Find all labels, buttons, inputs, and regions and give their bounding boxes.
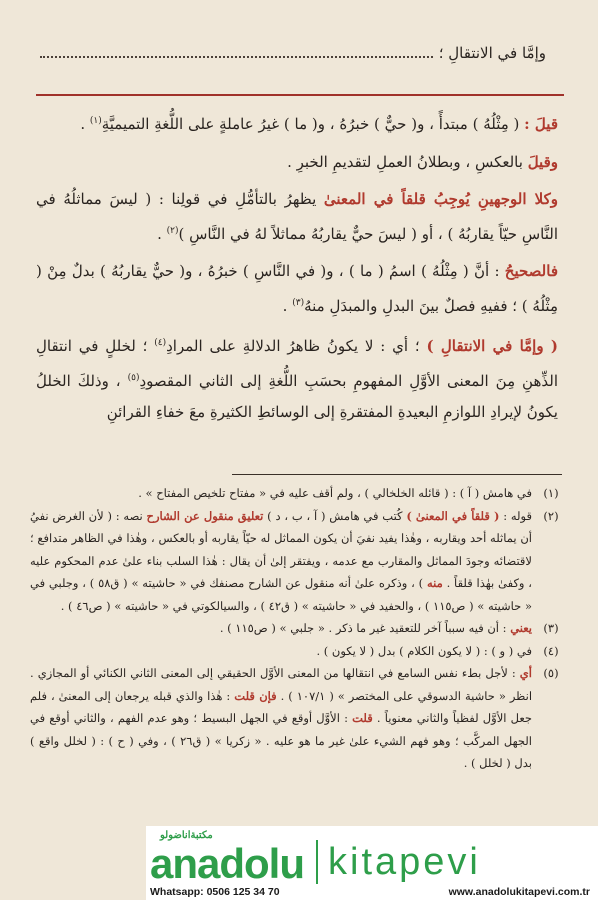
footnote: [30, 482, 562, 505]
footnote-highlight: فإن قلت: [234, 688, 277, 703]
footnote-highlight: ( قلقاً في المعنىٰ ): [406, 508, 500, 523]
header-title: وإمَّا في الانتقالِ ؛: [438, 44, 546, 62]
publisher-logo: [150, 830, 590, 888]
footnote-highlight: منه: [426, 576, 443, 590]
paragraph-1-text: ( مِثْلُهُ ) مبتدأً ، و( حيٌّ ) خبرُهُ ، و( ما ) غيرُ عاملةٍ على اللُّغةِ التميميَّةِ: [101, 115, 525, 133]
paragraph-2-lead: وقيلَ: [527, 152, 558, 171]
footnote-highlight: قلت: [352, 711, 373, 725]
footnote-number: (١): [543, 486, 559, 500]
footnote-highlight: أي: [519, 666, 532, 680]
paragraph-3-tail: .: [157, 224, 167, 243]
paragraph-5-text-2: ؛ لخللٍ في انتقالِ الذِّهنِ مِنَ المعنى الأوَّلِ المفهومِ بحسَبِ اللُّغةِ إلى الثاني المقصودِ: [36, 337, 558, 390]
paragraph-4-tail: .: [282, 296, 293, 315]
paragraph-2: [36, 147, 558, 179]
paragraph-3-text: يظهرُ بالتأمُّلِ في قولِنا : ( ليسَ مماثلُهُ في النَّاسِ حيّاً يقاربُهُ ) ، أو ( ليسَ حيٌّ يقاربُهُ مماثلاً لهُ في النَّاسِ ): [36, 190, 558, 243]
paragraph-5-text-3: ، وذلكَ الخللُ يكونُ لإيرادِ اللوازمِ البعيدةِ المفتقرةِ إلى الوسائطِ الكثيرةِ معَ خفاءِ القرائنِ: [36, 371, 558, 421]
logo-anadolu-text: anadolu: [150, 840, 305, 887]
footnote-number: (٤): [543, 643, 559, 658]
footnote-segment: : لأجل بطء نفس السامع في انتقالها من المعنى الأوَّل الحقيقي إلى المعنى الثاني الكنائي أو المجازي . انظر « حاشية الدسوقي على المختصر » ( ١٠٧/١ ) .: [30, 666, 533, 703]
footnote-ref-4[interactable]: (٤): [154, 338, 167, 348]
paragraph-5-lead: ( وإمَّا في الانتقالِ ): [426, 337, 558, 355]
footnote-segment: : الأوَّل أوقع في الجهل البسيط ؛ وهو عدم الفهم ، والثاني أوقع في الجهل المركَّب ؛ وهو فهم الشيء علىٰ غير ما هو عليه . « زكريا » ( ق٢٦ ) ، وفي ( ح ) : ( لخلل واقع ) بدل ( لخلل ) .: [30, 711, 532, 770]
footnote-segment: : أن فيه سبباً آخر للتعقيد غير ما ذكر . « جلبي » ( ص١١٥ ) .: [219, 621, 511, 635]
paragraph-4: [36, 256, 558, 322]
paragraph-5: [36, 328, 558, 429]
logo-arabic-caption: مكتبةاناضولو: [160, 830, 213, 841]
logo-anadolu: [150, 830, 305, 888]
footnotes: [30, 482, 562, 775]
paragraph-1-tail: .: [80, 115, 90, 133]
footnote: [30, 617, 562, 640]
footnote-number: (٣): [543, 621, 559, 635]
footnote-segment: نصه : ( لأن الغرض نفيُ أن يماثله أحد ويقاربه ، وهٰذا يفيد نفيَ أن يكون المماثل له حيّاً يقاربه أو بالعكس ، وهٰذا في الظاهر متدافع ؛ لاقتضائه وجودَ المماثل والمقارب مع عدمه ، ويفتقر إلىٰ أن يقال : هٰذا السلب بناء علىٰ عدم المحكوم عليه ، وكفىٰ بهٰذا قلقاً .: [30, 508, 533, 590]
footnote-rule: [232, 474, 562, 475]
footnote-segment: ) ، وذكره علىٰ أنه منقول عن الشارح مصنفك في « حاشيته » ( ق٥٨ ) ، وجلبي في « حاشيته » ( ص١١٥ ) ، والحفيد في « حاشيته » ( ق٤٢ ) ، والسيالكوتي في « حاشيته » ( ص٤٦ ) .: [30, 576, 532, 613]
footnote-text: [30, 505, 532, 618]
footnote-text: [30, 662, 532, 775]
footnote-text: [30, 482, 532, 505]
footnote-highlight: يعني: [510, 621, 532, 635]
footnote: [30, 505, 562, 618]
footnote: [30, 640, 562, 663]
footnote-segment: قوله :: [499, 508, 532, 523]
publisher-contact: [150, 886, 590, 898]
paragraph-4-lead: فالصحيحُ: [504, 262, 558, 280]
footnote-text: [30, 617, 532, 640]
whatsapp-number: Whatsapp: 0506 125 34 70: [150, 886, 280, 898]
footnote-number: (٢): [543, 508, 559, 523]
header-rule: [36, 94, 564, 96]
paragraph-4-text: : أنَّ ( مِثْلُهُ ) اسمُ ( ما ) ، و( في النَّاسِ ) خبرُهُ ، و( حيٌّ يقاربُهُ ) بدلٌ مِنْ ( مِثْلُهُ ) ؛ ففيهِ فصلٌ بينَ البدلِ والمبدَلِ منهُ: [36, 262, 558, 315]
logo-divider: [316, 840, 318, 884]
footnote-number: (٥): [543, 666, 559, 680]
paragraph-3: [36, 184, 558, 250]
footnote-ref-3[interactable]: (٣): [292, 297, 305, 308]
footnote-ref-1[interactable]: (١): [89, 116, 102, 126]
paragraph-2-text: بالعكسِ ، وبطلانُ العملِ لتقديمِ الخبرِ .: [287, 152, 528, 171]
footnote-segment: : هٰذا والذي قبله يرجعان إلى المعنىٰ ، فلم جعل الأوَّل لفظياً والثاني معنوياً .: [30, 688, 532, 725]
footnote-segment: في هامش ( آ ) : ( قائله الخلخالي ) ، ولم أقف عليه في « مفتاح تلخيص المفتاح » .: [138, 486, 532, 500]
website-link[interactable]: www.anadolukitapevi.com.tr: [448, 886, 590, 898]
footnote-ref-5[interactable]: (٥): [127, 372, 140, 383]
main-text: [36, 106, 558, 435]
footnote: [30, 662, 562, 775]
paragraph-5-text-1: ؛ أي : لا يكونُ ظاهرُ الدلالةِ على المرادِ: [166, 337, 427, 355]
paragraph-1-lead: قيلَ :: [524, 115, 558, 133]
footnote-text: [30, 640, 532, 663]
running-header: [40, 38, 546, 68]
footnote-segment: في ( و ) : ( لا يكون الكلام ) بدل ( لا يكون ) .: [316, 643, 532, 658]
paragraph-3-lead: وكلا الوجهينِ يُوجِبُ قلقاً في المعنىٰ: [323, 190, 558, 208]
footnote-ref-2[interactable]: (٢): [166, 225, 179, 236]
logo-kitapevi-text: kitapevi: [328, 840, 481, 883]
footnote-segment: كُتب في هامش ( آ ، ب ، د ): [263, 508, 407, 523]
header-dotted-line: [40, 56, 433, 58]
paragraph-1: [36, 106, 558, 141]
footnote-highlight: تعليق منقول عن الشارح: [146, 508, 264, 523]
